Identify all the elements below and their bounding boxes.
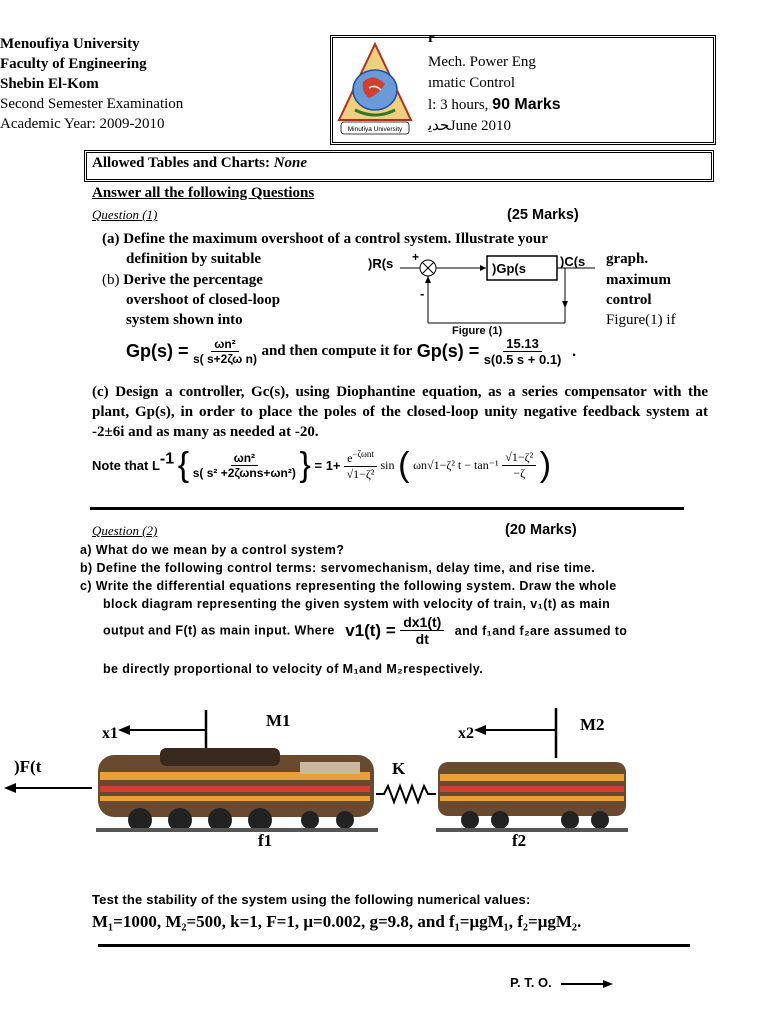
diagram-minus: - xyxy=(420,286,425,301)
gp-lhs: Gp(s) = xyxy=(126,341,189,361)
faculty-name: Faculty of Engineering xyxy=(0,56,147,72)
university-logo xyxy=(335,40,415,136)
q1-part-c: (c) Design a controller, Gc(s), using Diophantine equation, as a series compensator with the plant, Gp(s), in order to place the poles of the closed-loop unity negative feedback system at -2±6i and as many as needed at -20. xyxy=(92,384,708,440)
q1-title: Question (1) xyxy=(92,207,158,222)
figure1-block-diagram xyxy=(360,248,610,338)
q1-marks: (25 Marks) xyxy=(507,207,579,223)
page-turn xyxy=(510,975,613,990)
q1-a-tail: graph. xyxy=(606,251,649,267)
q2-marks: (20 Marks) xyxy=(505,522,577,538)
instructions: Answer all the following Questions xyxy=(92,185,315,201)
exam-name: Second Semester Examination xyxy=(0,96,184,112)
city-name: Shebin El-Kom xyxy=(0,76,99,92)
arrow-right-icon xyxy=(561,979,613,989)
exam-time: l: 3 hours, 90 Marks xyxy=(428,96,561,113)
note-fraction: $\frac{\text{ωn²}}{\text{s( s² +2ζωns+ωn²)}}$ xyxy=(192,451,296,480)
gp2-lhs: Gp(s) = xyxy=(416,341,480,361)
q1-part-b: (b) Derive the percentage overshoot of closed-loop system shown into xyxy=(102,272,281,328)
figure1-caption: Figure (1) xyxy=(452,325,503,337)
q2-title: Question (2) xyxy=(92,523,158,538)
section-divider xyxy=(90,507,684,510)
note-formula: Note that $L^{-1}$ { $\frac{\text{ωn²}}{\text{s( s² +2ζωns+ωn²)}}$ } = 1+ $\frac{e^{-\zeta\omega nt}}{\text{√1−ζ²}}$ sin ( ωn√1−ζ² t − tan⁻¹ $\frac{\text{√1−ζ²}}{-\zeta}$ ) xyxy=(92,446,552,484)
gp-fraction: $\frac{\text{ωn²}}{\text{s( s+2ζω n)}}$ xyxy=(192,337,257,366)
q2-part-b: b) Define the following control terms: servomechanism, delay time, and rise time. xyxy=(80,561,596,575)
department: Mech. Power Eng xyxy=(428,54,536,70)
f2-label: f2 xyxy=(512,831,527,850)
gp2-fraction: $\frac{15.13}{s(0.5 s + 0.1)}$ xyxy=(483,336,562,367)
year-label: r xyxy=(428,30,435,46)
m1-label: M1 xyxy=(266,711,291,730)
header-left xyxy=(0,34,183,134)
q2-part-c-line3: output and F(t) as main input. Where v1(t) = $\frac{dx1(t)}{dt}$ and f₁and f₂are assumed to xyxy=(103,614,628,647)
pto-label: P. T. O. xyxy=(510,975,552,990)
diagram-output-label: )C(s xyxy=(560,254,586,269)
f1-label: f1 xyxy=(258,831,273,850)
gp-mid-text: and then compute it for xyxy=(261,343,413,359)
logo-caption: Minufiya University xyxy=(347,126,403,133)
academic-year: Academic Year: 2009-2010 xyxy=(0,116,165,132)
spring-k xyxy=(376,786,436,802)
allowed-tables: Allowed Tables and Charts: None xyxy=(92,155,308,171)
spring-label: K xyxy=(392,759,406,778)
q2-part-c-line4: be directly proportional to velocity of M₁and M₂respectively. xyxy=(103,662,484,676)
velocity-fraction: $\frac{dx1(t)}{dt}$ xyxy=(400,614,444,647)
diagram-input-label: )R(s xyxy=(368,256,394,271)
total-marks: 90 Marks xyxy=(492,96,561,113)
stability-line2: M₁=1000, M₂=500, k=1, F=1, μ=0.002, g=9.8, and f₁=μgM₁, f₂=μgM₂. xyxy=(92,912,582,931)
q2-part-c-line2: block diagram representing the given system with velocity of train, v₁(t) as main xyxy=(103,597,611,611)
diagram-plus: + xyxy=(412,250,420,264)
exam-date: ﺤﺪﻳJune 2010 xyxy=(428,118,511,134)
train-system-figure xyxy=(0,700,768,870)
stability-line1: Test the stability of the system using the following numerical values: xyxy=(92,892,531,907)
q1-part-a: (a) Define the maximum overshoot of a control system. Illustrate your definition by suitable xyxy=(102,231,548,267)
diagram-block-label: )Gp(s xyxy=(492,261,526,276)
header-right xyxy=(428,52,561,137)
q1-b-tails: maximum control Figure(1) if xyxy=(606,272,676,328)
m2-label: M2 xyxy=(580,715,605,734)
note-exp-fraction: $\frac{e^{-\zeta\omega nt}}{\text{√1−ζ²}}$ xyxy=(344,449,377,482)
locomotive-m1 xyxy=(96,748,378,832)
x2-label: x2 xyxy=(458,725,474,742)
x1-label: x1 xyxy=(102,725,118,742)
force-label: )F(t xyxy=(14,757,42,776)
q2-part-a: a) What do we mean by a control system? xyxy=(80,543,345,557)
bottom-divider xyxy=(98,944,690,947)
gp-formula-line: Gp(s) = $\frac{\text{ωn²}}{\text{s( s+2ζω n)}}$ and then compute it for Gp(s) = $\frac{15.13}{s(0.5 s + 0.1)}$ . xyxy=(126,336,577,367)
tender-m2 xyxy=(436,762,628,832)
subject: ımatic Control xyxy=(428,75,516,91)
university-name: Menoufiya University xyxy=(0,36,140,52)
q2-part-c-line1: c) Write the differential equations representing the following system. Draw the whole xyxy=(80,579,617,593)
